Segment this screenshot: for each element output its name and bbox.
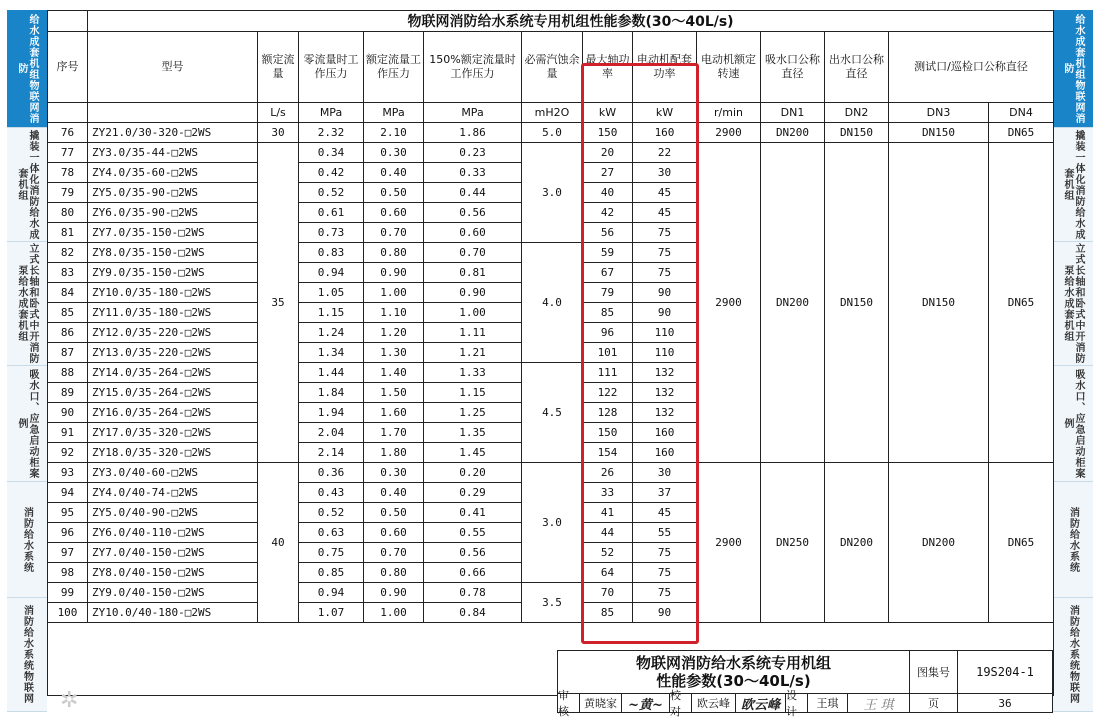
cell-model: ZY4.0/40-74-□2WS bbox=[88, 483, 258, 503]
cell-motor: 30 bbox=[633, 163, 697, 183]
cell-model: ZY3.0/40-60-□2WS bbox=[88, 463, 258, 483]
cell-model: ZY21.0/30-320-□2WS bbox=[88, 123, 258, 143]
cell-p15: 0.84 bbox=[424, 603, 522, 623]
cell-p1: 2.10 bbox=[364, 123, 424, 143]
cell-motor: 30 bbox=[633, 463, 697, 483]
cell-no: 77 bbox=[48, 143, 88, 163]
cell-shaft: 70 bbox=[583, 583, 633, 603]
review-label: 审核 bbox=[558, 694, 580, 712]
cell-motor: 55 bbox=[633, 523, 697, 543]
cell-npsh-merged: 4.5 bbox=[522, 363, 583, 463]
cell-motor: 45 bbox=[633, 183, 697, 203]
cell-p15: 0.81 bbox=[424, 263, 522, 283]
cell-no: 87 bbox=[48, 343, 88, 363]
cell-p0: 1.34 bbox=[299, 343, 364, 363]
cell-model: ZY13.0/35-220-□2WS bbox=[88, 343, 258, 363]
cell-motor: 110 bbox=[633, 323, 697, 343]
cell-shaft: 150 bbox=[583, 123, 633, 143]
cell-npsh-merged: 4.0 bbox=[522, 243, 583, 363]
page-number: 36 bbox=[998, 696, 1012, 710]
cell-p0: 0.34 bbox=[299, 143, 364, 163]
cell-no: 83 bbox=[48, 263, 88, 283]
reviewer-name: 黄晓家 bbox=[580, 694, 622, 712]
watermark-icon: ✲ bbox=[60, 688, 79, 713]
cell-shaft: 85 bbox=[583, 303, 633, 323]
cell-p0: 2.32 bbox=[299, 123, 364, 143]
cell-p0: 1.15 bbox=[299, 303, 364, 323]
checker-name: 欧云峰 bbox=[692, 694, 736, 712]
header-max-shaft-power: 最大轴功率 bbox=[583, 32, 633, 103]
header-no: 序号 bbox=[48, 32, 88, 103]
unit-shaft: kW bbox=[583, 103, 633, 123]
cell-shaft: 41 bbox=[583, 503, 633, 523]
cell-p0: 1.07 bbox=[299, 603, 364, 623]
cell-p15: 0.78 bbox=[424, 583, 522, 603]
reviewer-signature: ~黄~ bbox=[622, 694, 670, 712]
cell-no: 99 bbox=[48, 583, 88, 603]
atlas-number-label: 图集号 bbox=[910, 651, 958, 694]
cell-p0: 0.52 bbox=[299, 503, 364, 523]
cell-no: 96 bbox=[48, 523, 88, 543]
tab-suction-emergency-cabinet[interactable]: 吸水口、应急启动柜案例 bbox=[7, 366, 47, 482]
unit-p15: MPa bbox=[424, 103, 522, 123]
tab-vertical-horizontal-pump-unit[interactable]: 立式长轴和卧式中开消防泵给水成套机组 bbox=[7, 242, 47, 366]
cell-motor: 132 bbox=[633, 403, 697, 423]
cell-p1: 0.50 bbox=[364, 183, 424, 203]
title-block-title: 物联网消防给水系统专用机组 性能参数(30～40L/s) bbox=[558, 651, 910, 694]
cell-no: 86 bbox=[48, 323, 88, 343]
cell-model: ZY7.0/40-150-□2WS bbox=[88, 543, 258, 563]
check-label: 校对 bbox=[670, 694, 692, 712]
cell-p1: 0.60 bbox=[364, 203, 424, 223]
cell-flow-merged: 40 bbox=[258, 463, 299, 623]
cell-p0: 0.43 bbox=[299, 483, 364, 503]
cell-shaft: 122 bbox=[583, 383, 633, 403]
cell-shaft: 26 bbox=[583, 463, 633, 483]
cell-p15: 1.45 bbox=[424, 443, 522, 463]
header-npsh: 必需汽蚀余量 bbox=[522, 32, 583, 103]
cell-dn4-merged: DN65 bbox=[989, 143, 1054, 463]
cell-p0: 1.44 bbox=[299, 363, 364, 383]
cell-p0: 0.94 bbox=[299, 263, 364, 283]
cell-speed-merged: 2900 bbox=[697, 463, 761, 623]
cell-motor: 75 bbox=[633, 583, 697, 603]
cell-shaft: 59 bbox=[583, 243, 633, 263]
cell-p15: 0.23 bbox=[424, 143, 522, 163]
cell-p15: 1.00 bbox=[424, 303, 522, 323]
table-row bbox=[48, 463, 1054, 483]
cell-model: ZY5.0/35-90-□2WS bbox=[88, 183, 258, 203]
cell-model: ZY11.0/35-180-□2WS bbox=[88, 303, 258, 323]
cell-no: 97 bbox=[48, 543, 88, 563]
cell-p15: 0.29 bbox=[424, 483, 522, 503]
cell-shaft: 44 bbox=[583, 523, 633, 543]
unit-dn4: DN4 bbox=[989, 103, 1054, 123]
cell-motor: 75 bbox=[633, 543, 697, 563]
cell-shaft: 64 bbox=[583, 563, 633, 583]
cell-p1: 0.70 bbox=[364, 223, 424, 243]
cell-no: 98 bbox=[48, 563, 88, 583]
cell-p15: 0.33 bbox=[424, 163, 522, 183]
cell-p15: 0.41 bbox=[424, 503, 522, 523]
cell-npsh-merged: 3.0 bbox=[522, 143, 583, 243]
cell-p15: 1.35 bbox=[424, 423, 522, 443]
cell-p1: 0.40 bbox=[364, 163, 424, 183]
unit-dn2: DN2 bbox=[825, 103, 889, 123]
cell-p0: 2.14 bbox=[299, 443, 364, 463]
cell-p0: 0.94 bbox=[299, 583, 364, 603]
cell-model: ZY5.0/40-90-□2WS bbox=[88, 503, 258, 523]
cell-p0: 0.61 bbox=[299, 203, 364, 223]
cell-npsh-merged: 3.0 bbox=[522, 463, 583, 583]
cell-motor: 160 bbox=[633, 123, 697, 143]
cell-shaft: 56 bbox=[583, 223, 633, 243]
unit-motor: kW bbox=[633, 103, 697, 123]
cell-p0: 0.36 bbox=[299, 463, 364, 483]
cell-model: ZY3.0/35-44-□2WS bbox=[88, 143, 258, 163]
cell-no: 78 bbox=[48, 163, 88, 183]
cell-dn4-merged: DN65 bbox=[989, 463, 1054, 623]
designer-signature: 王 琪 bbox=[848, 694, 910, 712]
cell-speed-merged: 2900 bbox=[697, 143, 761, 463]
cell-p15: 1.15 bbox=[424, 383, 522, 403]
tab-skid-integrated-unit[interactable]: 撬装一体化消防给水成套机组 bbox=[7, 128, 47, 242]
cell-p0: 1.84 bbox=[299, 383, 364, 403]
unit-npsh: mH2O bbox=[522, 103, 583, 123]
cell-dn4: DN65 bbox=[989, 123, 1054, 143]
cell-no: 89 bbox=[48, 383, 88, 403]
tab-fire-water-system-right[interactable]: 消防给水系统 bbox=[1053, 482, 1093, 598]
cell-p1: 0.90 bbox=[364, 583, 424, 603]
cell-p15: 0.20 bbox=[424, 463, 522, 483]
cell-shaft: 33 bbox=[583, 483, 633, 503]
cell-p15: 0.90 bbox=[424, 283, 522, 303]
cell-flow-merged: 35 bbox=[258, 143, 299, 463]
cell-dn1-merged: DN200 bbox=[761, 143, 825, 463]
table-title: 物联网消防给水系统专用机组性能参数(30～40L/s) bbox=[88, 11, 1054, 32]
unit-dn3: DN3 bbox=[889, 103, 989, 123]
cell-no: 91 bbox=[48, 423, 88, 443]
cell-model: ZY4.0/35-60-□2WS bbox=[88, 163, 258, 183]
cell-model: ZY18.0/35-320-□2WS bbox=[88, 443, 258, 463]
cell-npsh-merged: 3.5 bbox=[522, 583, 583, 623]
cell-shaft: 101 bbox=[583, 343, 633, 363]
cell-dn2: DN150 bbox=[825, 123, 889, 143]
cell-p1: 0.80 bbox=[364, 563, 424, 583]
header-rated-pressure: 额定流量工作压力 bbox=[364, 32, 424, 103]
cell-motor: 160 bbox=[633, 423, 697, 443]
cell-p1: 1.60 bbox=[364, 403, 424, 423]
cell-motor: 90 bbox=[633, 303, 697, 323]
page-label: 页 bbox=[910, 694, 958, 712]
cell-no: 94 bbox=[48, 483, 88, 503]
cell-model: ZY16.0/35-264-□2WS bbox=[88, 403, 258, 423]
tab-vertical-horizontal-pump-unit-right[interactable]: 立式长轴和卧式中开消防泵给水成套机组 bbox=[1053, 242, 1093, 366]
tab-iot-fire-water-system[interactable]: 消防给水系统物联网 bbox=[7, 598, 47, 712]
cell-no: 92 bbox=[48, 443, 88, 463]
cell-p1: 0.70 bbox=[364, 543, 424, 563]
designer-name: 王琪 bbox=[808, 694, 848, 712]
cell-motor: 160 bbox=[633, 443, 697, 463]
cell-p1: 0.90 bbox=[364, 263, 424, 283]
cell-model: ZY9.0/40-150-□2WS bbox=[88, 583, 258, 603]
cell-motor: 90 bbox=[633, 603, 697, 623]
cell-model: ZY10.0/35-180-□2WS bbox=[88, 283, 258, 303]
cell-dn1: DN200 bbox=[761, 123, 825, 143]
cell-p15: 0.55 bbox=[424, 523, 522, 543]
cell-p1: 0.30 bbox=[364, 143, 424, 163]
cell-dn3: DN150 bbox=[889, 123, 989, 143]
cell-no: 93 bbox=[48, 463, 88, 483]
cell-p0: 0.85 bbox=[299, 563, 364, 583]
cell-motor: 75 bbox=[633, 563, 697, 583]
cell-p1: 1.00 bbox=[364, 283, 424, 303]
cell-no: 88 bbox=[48, 363, 88, 383]
unit-flow: L/s bbox=[258, 103, 299, 123]
cell-no: 80 bbox=[48, 203, 88, 223]
performance-table bbox=[47, 10, 1054, 696]
cell-motor: 110 bbox=[633, 343, 697, 363]
tab-suction-emergency-cabinet-right[interactable]: 吸水口、应急启动柜案例 bbox=[1053, 366, 1093, 482]
cell-no: 82 bbox=[48, 243, 88, 263]
cell-p15: 1.33 bbox=[424, 363, 522, 383]
cell-model: ZY8.0/35-150-□2WS bbox=[88, 243, 258, 263]
cell-no: 90 bbox=[48, 403, 88, 423]
cell-shaft: 128 bbox=[583, 403, 633, 423]
design-label: 设计 bbox=[786, 694, 808, 712]
cell-p1: 1.70 bbox=[364, 423, 424, 443]
unit-p0: MPa bbox=[299, 103, 364, 123]
cell-shaft: 52 bbox=[583, 543, 633, 563]
tab-iot-fire-water-unit[interactable]: 给水成套机组物联网消防 bbox=[7, 10, 47, 128]
cell-shaft: 154 bbox=[583, 443, 633, 463]
cell-no: 81 bbox=[48, 223, 88, 243]
checker-signature: 欧云峰 bbox=[736, 694, 786, 712]
cell-p1: 1.00 bbox=[364, 603, 424, 623]
cell-model: ZY7.0/35-150-□2WS bbox=[88, 223, 258, 243]
header-motor-power: 电动机配套功率 bbox=[633, 32, 697, 103]
cell-p1: 0.80 bbox=[364, 243, 424, 263]
unit-p1: MPa bbox=[364, 103, 424, 123]
unit-speed: r/min bbox=[697, 103, 761, 123]
cell-motor: 22 bbox=[633, 143, 697, 163]
cell-motor: 90 bbox=[633, 283, 697, 303]
cell-p1: 1.30 bbox=[364, 343, 424, 363]
cell-model: ZY9.0/35-150-□2WS bbox=[88, 263, 258, 283]
cell-shaft: 150 bbox=[583, 423, 633, 443]
cell-p0: 1.94 bbox=[299, 403, 364, 423]
cell-p15: 0.60 bbox=[424, 223, 522, 243]
tab-skid-integrated-unit-right[interactable]: 撬装一体化消防给水成套机组 bbox=[1053, 128, 1093, 242]
cell-dn3-merged: DN200 bbox=[889, 463, 989, 623]
cell-model: ZY10.0/40-180-□2WS bbox=[88, 603, 258, 623]
cell-p1: 1.80 bbox=[364, 443, 424, 463]
cell-p0: 0.42 bbox=[299, 163, 364, 183]
header-motor-speed: 电动机额定转速 bbox=[697, 32, 761, 103]
cell-no: 84 bbox=[48, 283, 88, 303]
atlas-number: 19S204-1 bbox=[958, 651, 1052, 694]
cell-p0: 1.24 bbox=[299, 323, 364, 343]
cell-motor: 45 bbox=[633, 203, 697, 223]
cell-flow: 30 bbox=[258, 123, 299, 143]
cell-no: 100 bbox=[48, 603, 88, 623]
cell-model: ZY6.0/40-110-□2WS bbox=[88, 523, 258, 543]
cell-motor: 132 bbox=[633, 363, 697, 383]
cell-p15: 1.21 bbox=[424, 343, 522, 363]
cell-shaft: 67 bbox=[583, 263, 633, 283]
cell-model: ZY6.0/35-90-□2WS bbox=[88, 203, 258, 223]
cell-shaft: 20 bbox=[583, 143, 633, 163]
cell-p15: 0.56 bbox=[424, 543, 522, 563]
tab-fire-water-system[interactable]: 消防给水系统 bbox=[7, 482, 47, 598]
cell-motor: 75 bbox=[633, 223, 697, 243]
cell-shaft: 27 bbox=[583, 163, 633, 183]
cell-p0: 0.52 bbox=[299, 183, 364, 203]
cell-dn2-merged: DN150 bbox=[825, 143, 889, 463]
cell-model: ZY12.0/35-220-□2WS bbox=[88, 323, 258, 343]
cell-p1: 1.10 bbox=[364, 303, 424, 323]
cell-model: ZY17.0/35-320-□2WS bbox=[88, 423, 258, 443]
table-row bbox=[48, 123, 1054, 143]
cell-motor: 132 bbox=[633, 383, 697, 403]
unit-dn1: DN1 bbox=[761, 103, 825, 123]
cell-p15: 1.86 bbox=[424, 123, 522, 143]
cell-no: 95 bbox=[48, 503, 88, 523]
table-row bbox=[48, 143, 1054, 163]
cell-p0: 0.63 bbox=[299, 523, 364, 543]
cell-motor: 45 bbox=[633, 503, 697, 523]
cell-motor: 75 bbox=[633, 243, 697, 263]
cell-shaft: 111 bbox=[583, 363, 633, 383]
tab-iot-fire-water-system-right[interactable]: 消防给水系统物联网 bbox=[1053, 598, 1093, 712]
header-zero-flow-pressure: 零流量时工作压力 bbox=[299, 32, 364, 103]
header-test-port-dn: 测试口/巡检口公称直径 bbox=[889, 32, 1054, 103]
cell-dn1-merged: DN250 bbox=[761, 463, 825, 623]
header-rated-flow: 额定流量 bbox=[258, 32, 299, 103]
cell-motor: 37 bbox=[633, 483, 697, 503]
cell-model: ZY15.0/35-264-□2WS bbox=[88, 383, 258, 403]
cell-p0: 0.83 bbox=[299, 243, 364, 263]
cell-p15: 0.66 bbox=[424, 563, 522, 583]
cell-shaft: 96 bbox=[583, 323, 633, 343]
cell-speed: 2900 bbox=[697, 123, 761, 143]
cell-p15: 1.11 bbox=[424, 323, 522, 343]
cell-shaft: 79 bbox=[583, 283, 633, 303]
cell-p15: 0.70 bbox=[424, 243, 522, 263]
header-150-pressure: 150%额定流量时工作压力 bbox=[424, 32, 522, 103]
header-outlet-dn: 出水口公称直径 bbox=[825, 32, 889, 103]
cell-p1: 0.50 bbox=[364, 503, 424, 523]
header-model: 型号 bbox=[88, 32, 258, 103]
cell-npsh: 5.0 bbox=[522, 123, 583, 143]
header-suction-dn: 吸水口公称直径 bbox=[761, 32, 825, 103]
cell-p0: 0.75 bbox=[299, 543, 364, 563]
cell-motor: 75 bbox=[633, 263, 697, 283]
cell-no: 79 bbox=[48, 183, 88, 203]
cell-p0: 0.73 bbox=[299, 223, 364, 243]
cell-p0: 1.05 bbox=[299, 283, 364, 303]
cell-shaft: 40 bbox=[583, 183, 633, 203]
cell-p1: 1.20 bbox=[364, 323, 424, 343]
cell-no: 76 bbox=[48, 123, 88, 143]
cell-p1: 0.60 bbox=[364, 523, 424, 543]
cell-shaft: 42 bbox=[583, 203, 633, 223]
cell-p15: 0.56 bbox=[424, 203, 522, 223]
cell-shaft: 85 bbox=[583, 603, 633, 623]
cell-p1: 0.30 bbox=[364, 463, 424, 483]
cell-dn3-merged: DN150 bbox=[889, 143, 989, 463]
cell-no: 85 bbox=[48, 303, 88, 323]
cell-p1: 0.40 bbox=[364, 483, 424, 503]
cell-p0: 2.04 bbox=[299, 423, 364, 443]
cell-model: ZY8.0/40-150-□2WS bbox=[88, 563, 258, 583]
cell-p15: 0.44 bbox=[424, 183, 522, 203]
cell-p1: 1.40 bbox=[364, 363, 424, 383]
cell-dn2-merged: DN200 bbox=[825, 463, 889, 623]
cell-p15: 1.25 bbox=[424, 403, 522, 423]
tab-iot-fire-water-unit-right[interactable]: 给水成套机组物联网消防 bbox=[1053, 10, 1093, 128]
title-block bbox=[557, 650, 1053, 718]
cell-p1: 1.50 bbox=[364, 383, 424, 403]
cell-model: ZY14.0/35-264-□2WS bbox=[88, 363, 258, 383]
